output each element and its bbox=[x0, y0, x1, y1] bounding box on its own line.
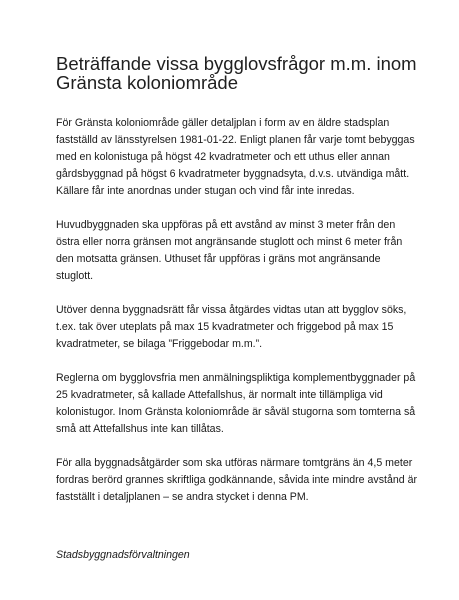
paragraph-neighbor-consent: För alla byggnadsåtgärder som ska utföras närmare tomtgräns än 4,5 meter fordras berörd grannes skriftliga godkännande, såvida inte mindre avstånd är fastställt i detaljplanen – se andra stycket i denna PM. bbox=[56, 457, 417, 503]
document-title: Beträffande vissa bygglovsfrågor m.m. inom Gränsta koloniområde bbox=[56, 53, 417, 93]
paragraph-placement: Huvudbyggnaden ska uppföras på ett avstånd av minst 3 meter från den östra eller norra gränsen mot angränsande stuglott och minst 6 meter från den motsatta gränsen. Uthuset får uppföras i gräns mot angränsande stuglott. bbox=[56, 219, 403, 282]
signature: Stadsbyggnadsförvaltningen bbox=[56, 549, 190, 561]
paragraph-plan: För Gränsta koloniområde gäller detaljplan i form av en äldre stadsplan fastställd av länsstyrelsen 1981-01-22. Enligt planen får varje tomt bebyggas med en kolonistuga på högst 42 kvadratmeter och ett uthus eller annan gårdsbyggnad på högst 6 kvadratmeter byggnadsyta, d.v.s. utvändiga mått. Källare får inte anordnas under stugan och vind får inte inredas. bbox=[56, 117, 415, 197]
paragraph-exemptions: Utöver denna byggnadsrätt får vissa åtgärdes vidtas utan att bygglov söks, t.ex. tak över uteplats på max 15 kvadratmeter och friggebod på max 15 kvadratmeter, se bilaga ”Friggebodar m.m.”. bbox=[56, 304, 407, 350]
paragraph-attefallshus: Reglerna om bygglovsfria men anmälningspliktiga komplementbyggnader på 25 kvadratmeter, så kallade Attefallshus, är normalt inte tillämpliga vid kolonistugor. Inom Gränsta koloniområde är såväl stugorna som tomterna så små att Attefallshus inte kan tillåtas. bbox=[56, 372, 416, 435]
